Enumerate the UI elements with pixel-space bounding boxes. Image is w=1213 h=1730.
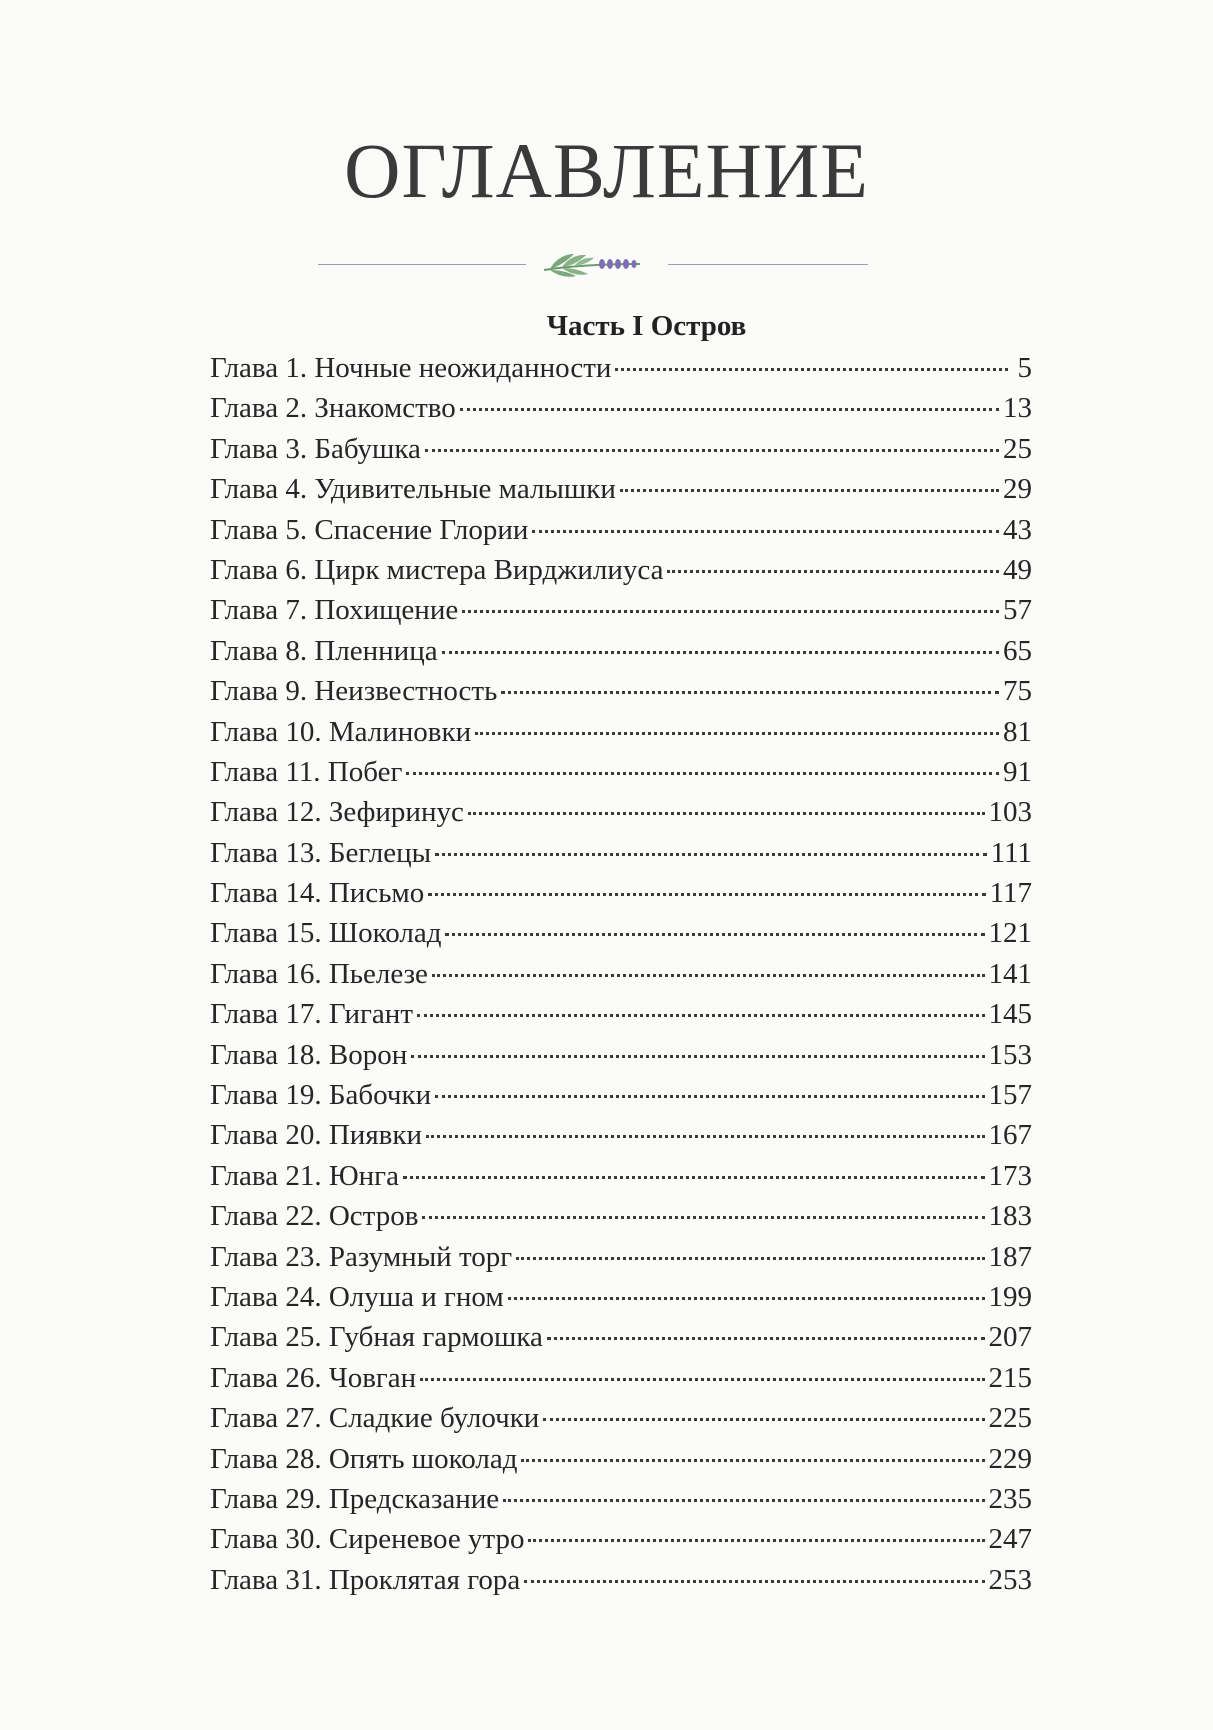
chapter-title: Глава 28. Опять шоколад [210, 1442, 518, 1475]
dot-leader [620, 489, 999, 492]
toc-entry [210, 792, 1032, 832]
page-number: 215 [988, 1361, 1032, 1394]
divider-left [318, 264, 526, 265]
toc-entry [210, 469, 1032, 509]
page-number: 247 [988, 1523, 1032, 1556]
toc-entry [210, 873, 1032, 913]
toc-entry [210, 712, 1032, 752]
page-number: 225 [988, 1402, 1032, 1435]
toc-entry [210, 1035, 1032, 1075]
dot-leader [460, 408, 999, 411]
page-title: ОГЛАВЛЕНИЕ [344, 127, 869, 214]
dot-leader [425, 449, 999, 452]
page-number: 199 [988, 1280, 1032, 1313]
page-number: 29 [1003, 473, 1032, 506]
page-number: 25 [1003, 432, 1032, 465]
chapter-title: Глава 9. Неизвестность [210, 675, 498, 708]
chapter-title: Глава 27. Сладкие булочки [210, 1402, 540, 1435]
chapter-title: Глава 26. Човган [210, 1361, 417, 1394]
toc-entry [210, 1115, 1032, 1155]
page-number: 43 [1003, 513, 1032, 546]
chapter-title: Глава 18. Ворон [210, 1038, 408, 1071]
dot-leader [406, 772, 999, 775]
lavender-sprig-icon [540, 244, 650, 284]
toc-entry [210, 388, 1032, 428]
dot-leader [475, 732, 999, 735]
toc-entry [210, 1398, 1032, 1438]
chapter-title: Глава 13. Беглецы [210, 836, 432, 869]
toc-entry [210, 1075, 1032, 1115]
dot-leader [442, 651, 999, 654]
chapter-title: Глава 25. Губная гармошка [210, 1321, 543, 1354]
toc-entry [210, 1277, 1032, 1317]
table-of-contents [210, 348, 1032, 1600]
chapter-title: Глава 20. Пиявки [210, 1119, 422, 1152]
chapter-title: Глава 23. Разумный торг [210, 1240, 513, 1273]
dot-leader [435, 1095, 984, 1098]
page-number: 121 [988, 917, 1032, 950]
chapter-title: Глава 21. Юнга [210, 1159, 399, 1192]
toc-entry [210, 1196, 1032, 1236]
toc-entry [210, 671, 1032, 711]
title-ornament [318, 244, 868, 284]
toc-entry [210, 833, 1032, 873]
toc-entry [210, 1156, 1032, 1196]
toc-entry [210, 1439, 1032, 1479]
page-number: 81 [1003, 715, 1032, 748]
dot-leader [547, 1337, 985, 1340]
dot-leader [417, 1014, 985, 1017]
page-number: 103 [988, 796, 1032, 829]
dot-leader [411, 1055, 984, 1058]
toc-entry [210, 913, 1032, 953]
dot-leader [503, 1499, 984, 1502]
chapter-title: Глава 3. Бабушка [210, 432, 421, 465]
chapter-title: Глава 30. Сиреневое утро [210, 1523, 525, 1556]
toc-entry [210, 590, 1032, 630]
page-number: 141 [988, 957, 1032, 990]
toc-entry [210, 510, 1032, 550]
dot-leader [432, 974, 985, 977]
page-number: 157 [988, 1079, 1032, 1112]
page-number: 111 [990, 836, 1032, 869]
dot-leader [462, 610, 999, 613]
dot-leader [521, 1459, 984, 1462]
dot-leader [445, 933, 984, 936]
toc-entry [210, 348, 1032, 388]
dot-leader [420, 1378, 984, 1381]
chapter-title: Глава 12. Зефиринус [210, 796, 464, 829]
dot-leader [435, 853, 986, 856]
chapter-title: Глава 6. Цирк мистера Вирджилиуса [210, 553, 664, 586]
dot-leader [508, 1297, 985, 1300]
page-number: 49 [1003, 553, 1032, 586]
toc-entry [210, 1317, 1032, 1357]
dot-leader [428, 893, 985, 896]
chapter-title: Глава 8. Пленница [210, 634, 438, 667]
page-number: 5 [1017, 352, 1032, 384]
chapter-title: Глава 17. Гигант [210, 998, 413, 1031]
toc-entry [210, 1237, 1032, 1277]
toc-entry [210, 954, 1032, 994]
page-number: 57 [1003, 594, 1032, 627]
chapter-title: Глава 11. Побег [210, 755, 403, 788]
dot-leader [532, 530, 999, 533]
page-number: 65 [1003, 634, 1032, 667]
toc-entry [210, 752, 1032, 792]
toc-entry [210, 1479, 1032, 1519]
dot-leader [501, 691, 999, 694]
chapter-title: Глава 24. Олуша и гном [210, 1280, 504, 1313]
toc-entry [210, 631, 1032, 671]
page-number: 153 [988, 1038, 1032, 1071]
page-number: 91 [1003, 755, 1032, 788]
chapter-title: Глава 15. Шоколад [210, 917, 442, 950]
page-number: 187 [988, 1240, 1032, 1273]
toc-entry [210, 429, 1032, 469]
page-number: 207 [988, 1321, 1032, 1354]
page-number: 229 [988, 1442, 1032, 1475]
chapter-title: Глава 7. Похищение [210, 594, 459, 627]
page-number: 183 [988, 1200, 1032, 1233]
dot-leader [543, 1418, 984, 1421]
chapter-title: Глава 5. Спасение Глории [210, 513, 529, 546]
dot-leader [403, 1176, 985, 1179]
dot-leader [468, 812, 985, 815]
chapter-title: Глава 10. Малиновки [210, 715, 472, 748]
chapter-title: Глава 4. Удивительные малышки [210, 473, 616, 506]
chapter-title: Глава 1. Ночные неожиданности [210, 352, 612, 384]
chapter-title: Глава 31. Проклятая гора [210, 1563, 521, 1596]
page-number: 117 [989, 877, 1032, 910]
page-number: 253 [988, 1563, 1032, 1596]
part-title: Часть I Остров [546, 310, 747, 342]
page-number: 167 [988, 1119, 1032, 1152]
dot-leader [667, 570, 999, 573]
chapter-title: Глава 2. Знакомство [210, 392, 456, 425]
toc-entry [210, 1519, 1032, 1559]
divider-right [668, 264, 868, 265]
toc-entry [210, 1358, 1032, 1398]
dot-leader [615, 368, 1008, 371]
page-number: 145 [988, 998, 1032, 1031]
dot-leader [528, 1539, 984, 1542]
page-number: 235 [988, 1482, 1032, 1515]
chapter-title: Глава 22. Остров [210, 1200, 419, 1233]
page-number: 173 [988, 1159, 1032, 1192]
page-number: 13 [1003, 392, 1032, 425]
toc-entry [210, 1560, 1032, 1600]
dot-leader [524, 1580, 984, 1583]
dot-leader [426, 1135, 985, 1138]
page-number: 75 [1003, 675, 1032, 708]
toc-entry [210, 550, 1032, 590]
chapter-title: Глава 14. Письмо [210, 877, 425, 910]
chapter-title: Глава 29. Предсказание [210, 1482, 500, 1515]
chapter-title: Глава 19. Бабочки [210, 1079, 432, 1112]
toc-entry [210, 994, 1032, 1034]
dot-leader [516, 1257, 984, 1260]
chapter-title: Глава 16. Пьелезе [210, 957, 428, 990]
dot-leader [422, 1216, 984, 1219]
